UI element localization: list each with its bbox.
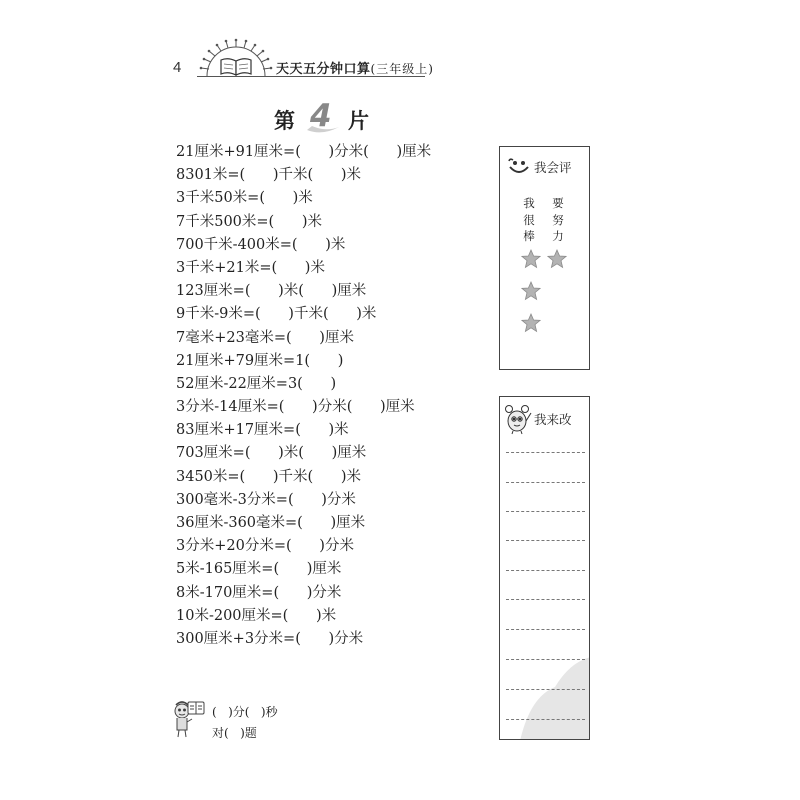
star-icon[interactable] xyxy=(521,313,541,333)
correction-line[interactable] xyxy=(506,719,585,720)
header-divider xyxy=(197,76,425,77)
rating-char: 我 xyxy=(523,196,535,210)
star-icon[interactable] xyxy=(521,281,541,301)
time-spent: ( )分( )秒 xyxy=(212,705,278,719)
self-evaluation-panel xyxy=(499,146,590,370)
problem-item: 7毫米+23毫米=( )厘米 xyxy=(176,329,354,346)
sun-book-logo-icon xyxy=(197,38,275,78)
self-evaluation-label: 我会评 xyxy=(534,160,572,175)
correction-panel xyxy=(499,396,590,740)
problem-item: 8301米=( )千米( )米 xyxy=(176,167,361,184)
book-title xyxy=(276,58,434,77)
correction-line[interactable] xyxy=(506,659,585,660)
correction-line[interactable] xyxy=(506,511,585,512)
book-title-grade: (三年级上) xyxy=(370,62,434,76)
problem-item: 21厘米+79厘米=1( ) xyxy=(176,352,344,369)
problem-list xyxy=(176,141,486,651)
problem-item: 5米-165厘米=( )厘米 xyxy=(176,561,342,578)
rating-option-try-harder xyxy=(552,195,564,245)
rating-char: 力 xyxy=(552,229,564,243)
problem-item: 3千米+21米=( )米 xyxy=(176,259,325,276)
sheet-number: 4 xyxy=(310,98,332,134)
sheet-title-prefix: 第 xyxy=(274,108,295,133)
sheet-title-suffix: 片 xyxy=(348,108,369,133)
smiley-face-icon xyxy=(506,153,532,179)
problem-item: 3分米+20分米=( )分米 xyxy=(176,538,354,555)
correction-line[interactable] xyxy=(506,540,585,541)
star-icon[interactable] xyxy=(521,249,541,269)
rating-option-great xyxy=(523,195,535,245)
problem-item: 3千米50米=( )米 xyxy=(176,190,313,207)
rating-char: 很 xyxy=(523,212,535,227)
problem-item: 83厘米+17厘米=( )米 xyxy=(176,422,349,439)
mascot-icon xyxy=(503,401,533,435)
correction-line[interactable] xyxy=(506,570,585,571)
star-icon[interactable] xyxy=(547,249,567,269)
problem-item: 703厘米=( )米( )厘米 xyxy=(176,445,367,462)
rating-char: 要 xyxy=(552,196,564,210)
timer-score xyxy=(172,697,312,745)
correct-count: 对( )题 xyxy=(212,726,257,740)
correction-line[interactable] xyxy=(506,629,585,630)
problem-item: 300毫米-3分米=( )分米 xyxy=(176,491,356,508)
problem-item: 8米-170厘米=( )分米 xyxy=(176,584,342,601)
problem-item: 300厘米+3分米=( )分米 xyxy=(176,630,364,647)
problem-item: 7千米500米=( )米 xyxy=(176,213,323,230)
correction-line[interactable] xyxy=(506,482,585,483)
correction-line[interactable] xyxy=(506,689,585,690)
problem-item: 21厘米+91厘米=( )分米( )厘米 xyxy=(176,144,432,160)
page-number: 4 xyxy=(173,59,182,76)
problem-item: 3450米=( )千米( )米 xyxy=(176,468,361,485)
correction-label: 我来改 xyxy=(534,412,572,427)
problem-item: 10米-200厘米=( )米 xyxy=(176,607,337,624)
sheet-title xyxy=(274,100,374,136)
problem-item: 9千米-9米=( )千米( )米 xyxy=(176,306,377,323)
sheet-number-badge xyxy=(304,100,342,136)
problem-item: 3分米-14厘米=( )分米( )厘米 xyxy=(176,399,415,416)
child-reading-icon xyxy=(172,697,212,739)
problem-item: 52厘米-22厘米=3( ) xyxy=(176,375,337,392)
problem-item: 123厘米=( )米( )厘米 xyxy=(176,283,367,300)
correction-line[interactable] xyxy=(506,452,585,453)
rating-char: 棒 xyxy=(523,229,535,243)
book-title-main: 天天五分钟口算 xyxy=(276,62,371,77)
problem-item: 700千米-400米=( )米 xyxy=(176,236,346,253)
correction-line[interactable] xyxy=(506,599,585,600)
rating-char: 努 xyxy=(552,212,564,227)
problem-item: 36厘米-360毫米=( )厘米 xyxy=(176,515,366,531)
